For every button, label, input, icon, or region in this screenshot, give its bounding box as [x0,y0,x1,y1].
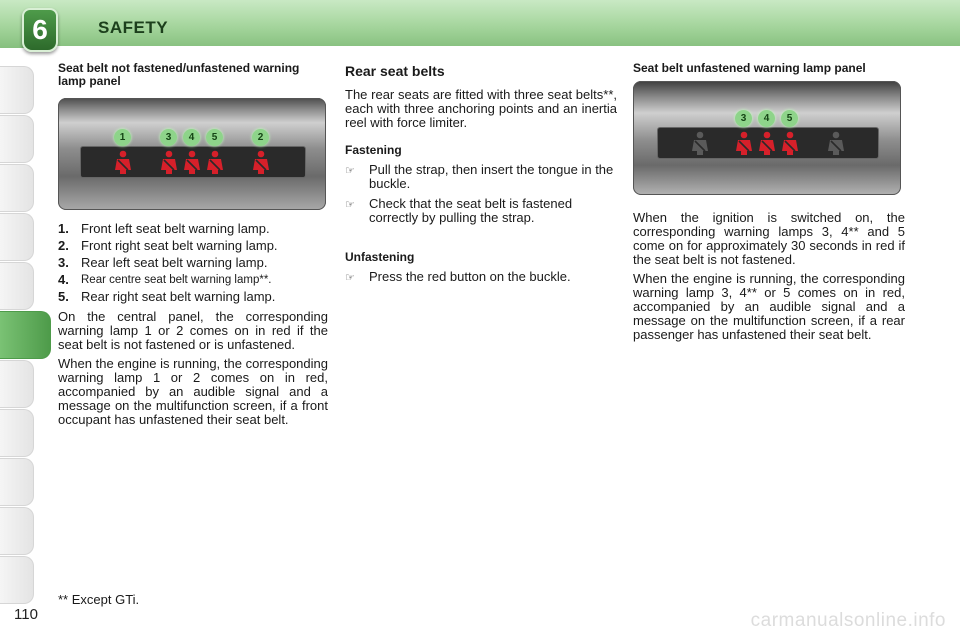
seatbelt-icon [825,131,847,155]
item-text: Pull the strap, then insert the tongue in the buckle. [369,162,614,191]
footnote: ** Except GTi. [58,592,140,607]
seatbelt-icon [158,150,180,174]
arrow-bullet-icon: ☞ [345,272,355,284]
seatbelt-off-lamp-left [689,131,711,158]
lamp-number-badge: 4 [183,129,200,146]
list-item [345,163,617,191]
lamp-4 [181,132,203,177]
arrow-bullet-icon: ☞ [345,165,355,177]
column-rear-panel [633,62,905,347]
item-text: Press the red button on the buckle. [369,269,571,284]
chapter-number-badge: 6 [22,8,58,52]
lamp-legend-list [58,222,328,304]
section-title: Rear seat belts [345,63,445,79]
item-text: Front right seat belt warning lamp. [81,238,278,253]
unfastening-heading: Unfastening [345,250,415,264]
item-text: Rear right seat belt warning lamp. [81,289,276,304]
list-item [58,273,328,287]
side-tab[interactable] [0,164,34,212]
seatbelt-icon [689,131,711,155]
seatbelt-icon [181,150,203,174]
list-item [345,270,617,285]
seatbelt-icon [756,131,778,155]
side-tab[interactable] [0,409,34,457]
side-tab[interactable] [0,262,34,310]
lamp-number-badge: 5 [206,129,223,146]
chapter-side-tabs [0,66,34,605]
watermark: carmanualsonline.info [750,610,946,631]
seatbelt-off-lamp-right [825,131,847,158]
seatbelt-icon [733,131,755,155]
rear-warning-lamp-panel-image [633,81,901,195]
item-number: 1. [58,221,69,236]
seatbelt-icon [779,131,801,155]
arrow-bullet-icon: ☞ [345,199,355,211]
front-panel-heading: Seat belt not fastened/unfastened warning lamp panel [58,61,300,88]
seatbelt-icon [250,150,272,174]
side-tab-active[interactable] [0,311,51,359]
lamp-3 [733,113,755,158]
lamp-3 [158,132,180,177]
lamp-number-badge: 4 [758,110,775,127]
fastening-heading: Fastening [345,143,402,157]
lamp-4 [756,113,778,158]
lamp-number-badge: 2 [252,129,269,146]
side-tab[interactable] [0,507,34,555]
list-item [58,256,328,270]
rear-panel-heading: Seat belt unfastened warning lamp panel [633,61,866,75]
side-tab[interactable] [0,360,34,408]
page-number: 110 [14,606,38,623]
side-tab[interactable] [0,458,34,506]
lamp-5 [204,132,226,177]
item-text: Rear centre seat belt warning lamp**. [81,274,272,286]
seatbelt-icon [112,150,134,174]
paragraph: On the central panel, the corresponding warning lamp 1 or 2 comes on in red if the seat belt is not fastened or is unfastened. [58,309,328,352]
chapter-title: SAFETY [98,18,169,37]
column-rear-seat-belts [345,62,617,291]
item-number: 5. [58,289,69,304]
list-item [58,222,328,236]
side-tab[interactable] [0,115,34,163]
item-number: 2. [58,238,69,253]
lamp-1 [112,132,134,177]
paragraph: When the engine is running, the corresponding warning lamp 1 or 2 comes on in red, accompanied by an audible signal and a message on the multifunction screen, if a front occupant has unfastened their seat belt. [58,356,328,427]
lamp-2 [250,132,272,177]
list-item [58,290,328,304]
front-warning-lamp-panel-image [58,98,326,210]
item-text: Front left seat belt warning lamp. [81,221,270,236]
lamp-number-badge: 1 [114,129,131,146]
side-tab[interactable] [0,66,34,114]
paragraph: When the ignition is switched on, the corresponding warning lamps 3, 4** and 5 come on for approximately 30 seconds in red if the seat belt is not fastened. [633,210,905,267]
side-tab[interactable] [0,213,34,261]
lamp-5 [779,113,801,158]
lamp-number-badge: 3 [735,110,752,127]
list-item [58,239,328,253]
item-text: Check that the seat belt is fastened correctly by pulling the strap. [369,196,573,225]
item-number: 3. [58,255,69,270]
column-front-panel [58,62,328,432]
paragraph: When the engine is running, the corresponding warning lamp 3, 4** or 5 comes on in red, accompanied by an audible signal and a message on the multifunction screen, if a rear passenger has unfastened their seat belt. [633,271,905,342]
seatbelt-icon [204,150,226,174]
header-divider [56,46,960,48]
item-text: Rear left seat belt warning lamp. [81,255,268,270]
lamp-number-badge: 3 [160,129,177,146]
item-number: 4. [58,272,69,287]
paragraph: The rear seats are fitted with three seat belts**, each with three anchoring points and an inertia reel with force limiter. [345,87,617,130]
lamp-number-badge: 5 [781,110,798,127]
side-tab[interactable] [0,556,34,604]
list-item [345,197,617,225]
